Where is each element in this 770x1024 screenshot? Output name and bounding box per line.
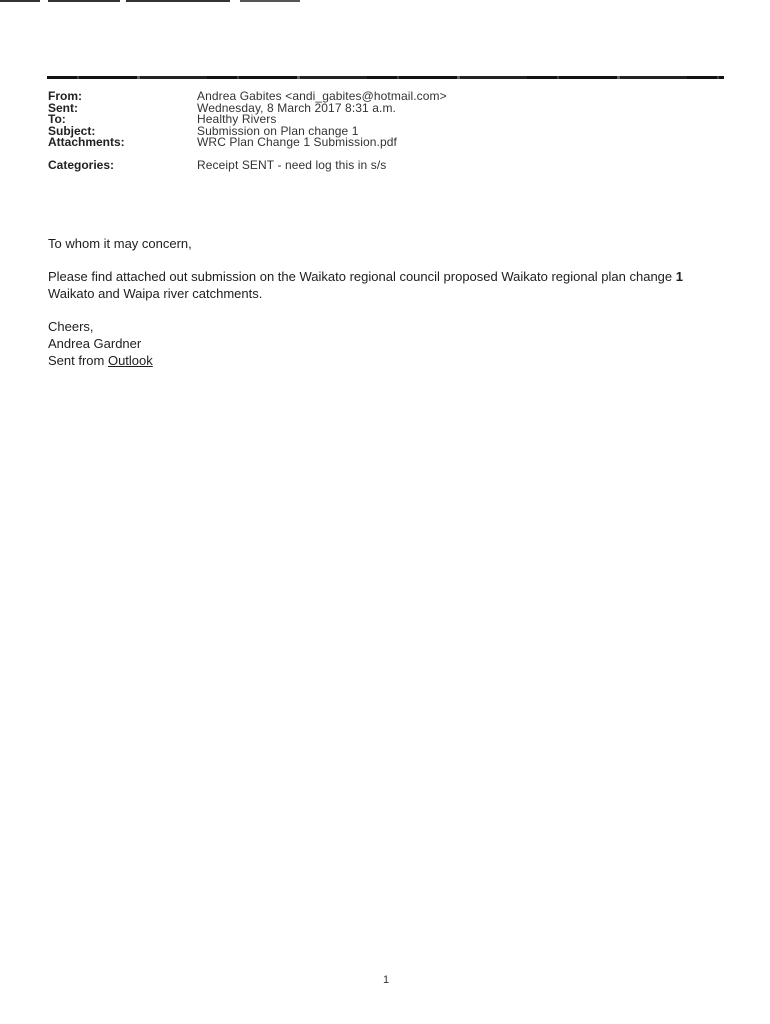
signature-name: Andrea Gardner [48,336,142,351]
header-row-categories [48,157,447,172]
categories-label: Categories: [48,157,115,172]
header-divider [47,76,724,79]
paragraph-text-start: Please find attached out submission on the Waikato regional council proposed Waikato regional plan change [48,269,676,284]
email-header [48,91,447,171]
sent-value: Wednesday, 8 March 2017 8:31 a.m. [197,100,396,115]
greeting: To whom it may concern, [48,236,192,251]
header-row-attachments [48,137,447,149]
attachment-filename[interactable]: WRC Plan Change 1 Submission.pdf [197,135,397,149]
attachments-label: Attachments: [48,135,125,149]
sign-off [48,318,698,369]
sent-from-line [48,352,698,369]
outlook-link[interactable]: Outlook [107,353,153,368]
from-value: Andrea Gabites <andi_gabites@hotmail.com> [197,89,447,103]
sent-label: Sent: [48,100,78,115]
subject-label: Subject: [48,123,96,138]
from-label: From: [48,89,82,103]
to-value: Healthy Rivers [197,112,277,126]
subject-value: Submission on Plan change 1 [197,123,359,138]
email-body [48,235,698,369]
body-paragraph [48,268,698,302]
paragraph-bold-number: 1 [675,269,683,284]
scan-artifact-line [0,0,300,2]
categories-value: Receipt SENT - need log this in s/s [197,157,387,172]
paragraph-text-end: Waikato and Waipa river catchments. [48,286,263,301]
to-label: To: [48,112,66,126]
closing: Cheers, [48,319,94,334]
sent-from-prefix: Sent from [48,353,108,368]
page-number: 1 [383,974,390,986]
